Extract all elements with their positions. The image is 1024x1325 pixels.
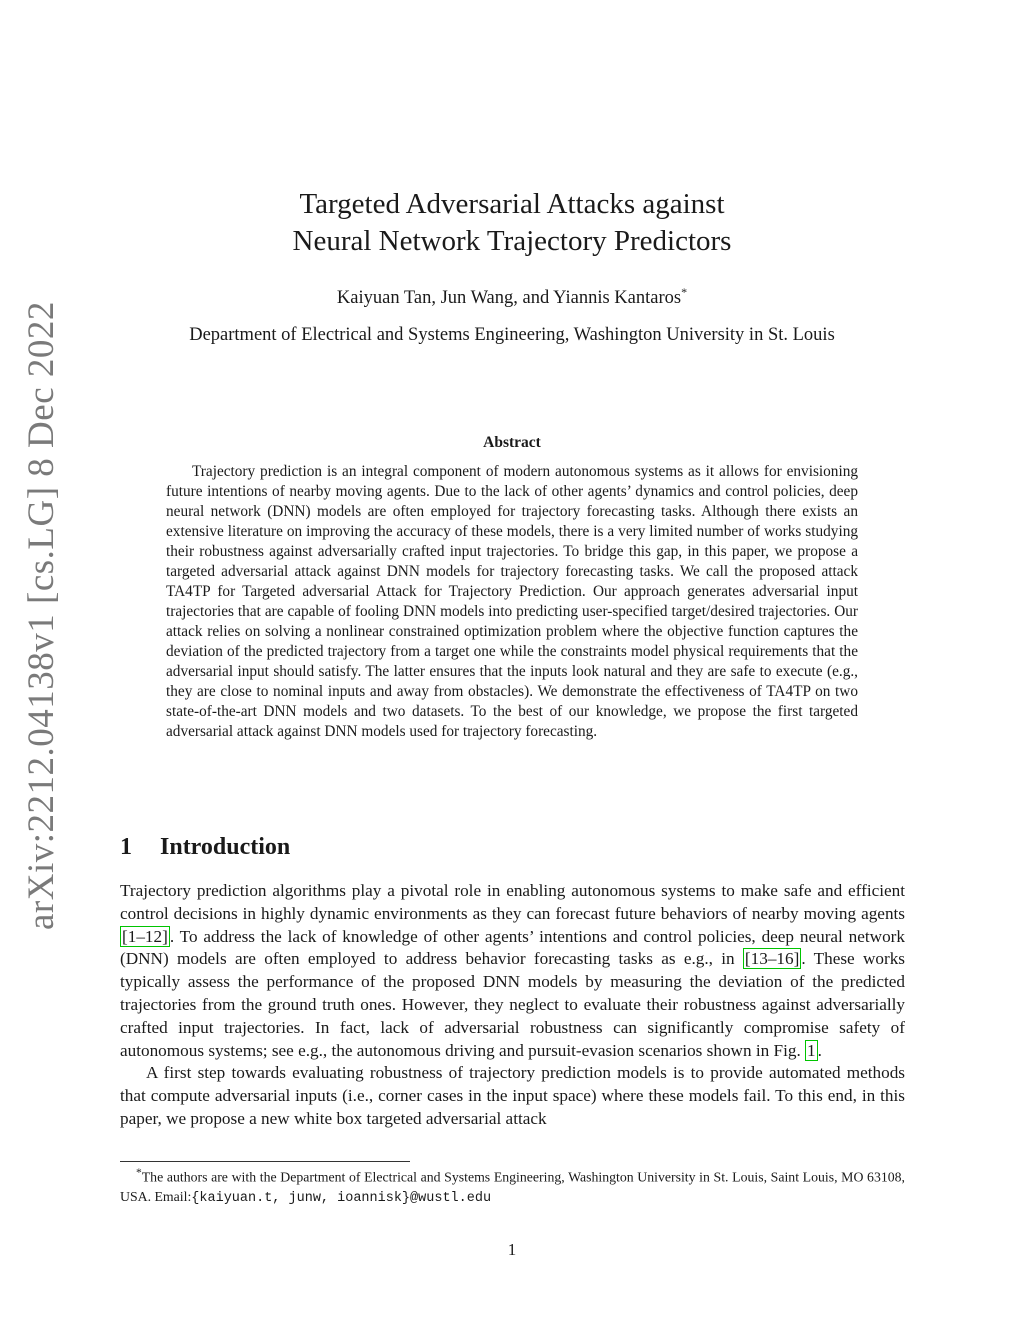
footnote-emails: {kaiyuan.t, junw, ioannisk}@wustl.edu: [191, 1190, 492, 1206]
paper-title: [0, 186, 1024, 260]
author-footnote-mark: *: [681, 285, 688, 299]
figure-link-1[interactable]: 1: [807, 1040, 816, 1060]
title-line-2: Neural Network Trajectory Predictors: [292, 225, 732, 257]
abstract-heading: Abstract: [483, 434, 541, 451]
intro-p1-text-d: .: [817, 1040, 822, 1060]
section-title: Introduction: [160, 834, 291, 860]
arxiv-identifier-stamp: arXiv:2212.04138v1 [cs.LG] 8 Dec 2022: [21, 301, 62, 930]
footnote: [120, 1164, 905, 1208]
author-list: [0, 285, 1024, 309]
citation-link-13-16[interactable]: [13–16]: [744, 949, 800, 969]
footnote-divider: [120, 1161, 410, 1162]
section-number: 1: [120, 834, 132, 860]
title-line-1: Targeted Adversarial Attacks against: [299, 188, 725, 220]
page-number: 1: [507, 1240, 517, 1259]
authors-text: Kaiyuan Tan, Jun Wang, and Yiannis Kantaros: [336, 288, 682, 309]
intro-paragraph-1: [120, 880, 905, 1062]
intro-p1-text-b: . To address the lack of knowledge of other agents’ intentions and control policies, deep neural network (DNN) models are often employed to address behavior forecasting tasks as e.g., in: [120, 926, 905, 969]
intro-paragraph-2: A first step towards evaluating robustness of trajectory prediction models is to provide automated methods that compute adversarial inputs (i.e., corner cases in the input space) where these models fail. To this end, in this paper, we propose a new white box targeted adversarial attack: [120, 1063, 905, 1128]
footnote-mark: *: [136, 1167, 142, 1179]
intro-p1-text-c: . These works typically assess the performance of the proposed DNN models by measuring the deviation of the predicted trajectories from the ground truth ones. However, they neglect to evaluate their robustness against adversarially crafted input trajectories. In fact, lack of adversarial robustness can significantly compromise safety of autonomous systems; see e.g., the autonomous driving and pursuit-evasion scenarios shown in Fig.: [120, 949, 905, 1060]
citation-link-1-12[interactable]: [1–12]: [122, 926, 168, 946]
introduction-body: [120, 880, 905, 1131]
section-heading: [120, 834, 290, 861]
footnote-text: The authors are with the Department of Electrical and Systems Engineering, Washington University in St. Louis, Saint Louis, MO 63108, USA. Email:: [120, 1169, 905, 1204]
affiliation: Department of Electrical and Systems Engineering, Washington University in St. Louis: [189, 325, 835, 345]
intro-p1-text-a: Trajectory prediction algorithms play a pivotal role in enabling autonomous systems to make safe and efficient control decisions in highly dynamic environments as they can forecast future behaviors of nearby moving agents: [120, 881, 905, 923]
abstract-text: Trajectory prediction is an integral component of modern autonomous systems as it allows for envisioning future intentions of nearby moving agents. Due to the lack of other agents’ dynamics and control policies, deep neural network (DNN) models are often employed for trajectory forecasting tasks. Although there exists an extensive literature on improving the accuracy of these models, there is a very limited number of works studying their robustness against adversarially crafted input trajectories. To bridge this gap, in this paper, we propose a targeted adversarial attack against DNN models for trajectory forecasting tasks. We call the proposed attack TA4TP for Targeted adversarial Attack for Trajectory Prediction. Our approach generates adversarial input trajectories that are capable of fooling DNN models into predicting user-specified target/desired trajectories. Our attack relies on solving a nonlinear constrained optimization problem where the objective function captures the deviation of the predicted trajectory from a target one while the constraints model physical requirements that the adversarial input should satisfy. The latter ensures that the inputs look natural and they are safe to execute (e.g., they are close to nominal inputs and away from obstacles). We demonstrate the effectiveness of TA4TP on two state-of-the-art DNN models and two datasets. To the best of our knowledge, we propose the first targeted adversarial attack against DNN models used for trajectory forecasting.: [166, 463, 858, 740]
